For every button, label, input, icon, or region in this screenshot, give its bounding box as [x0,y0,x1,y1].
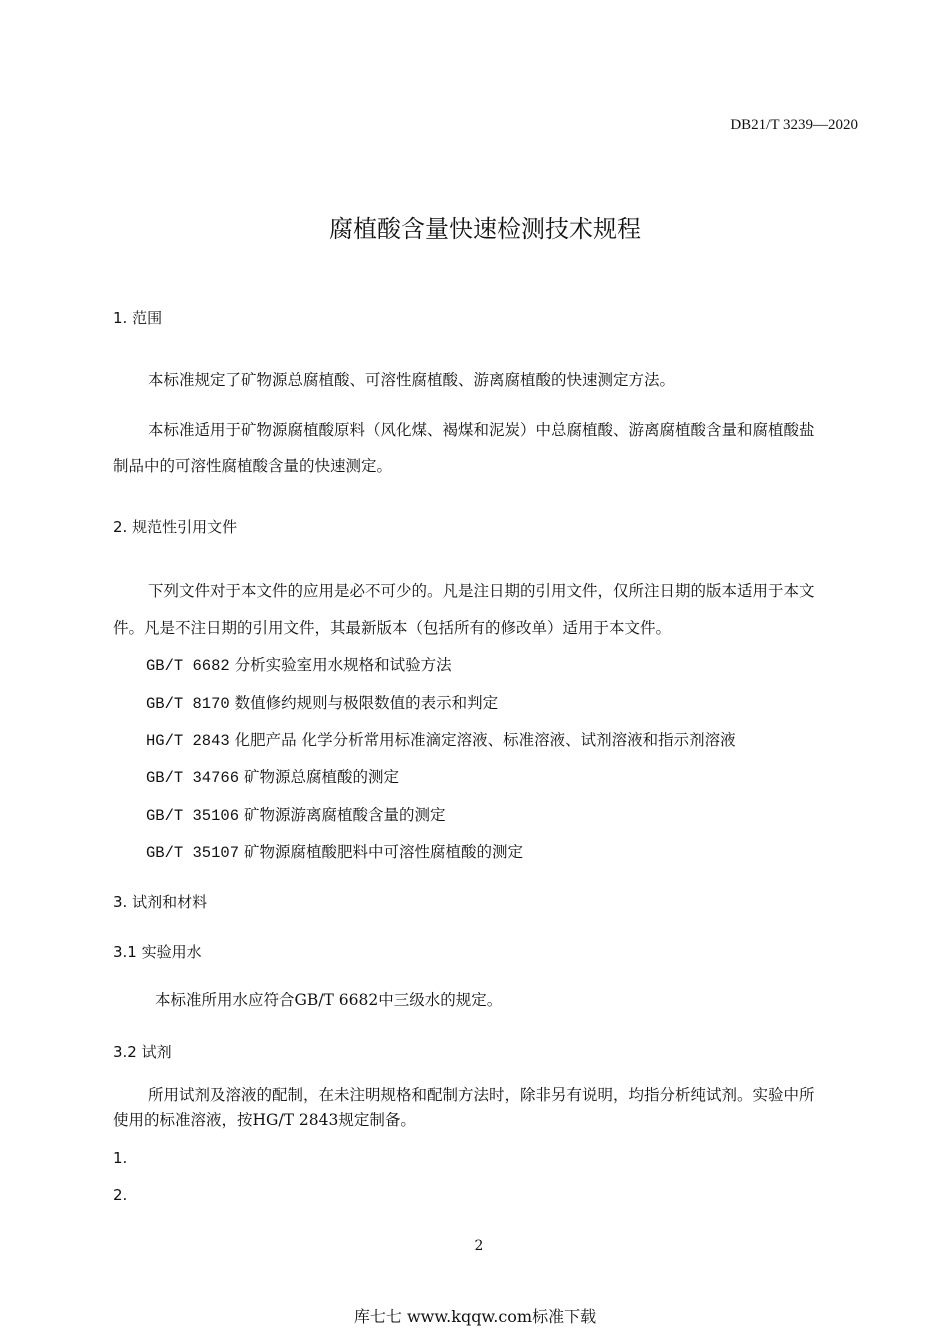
page-number: 2 [474,1238,484,1254]
reference-item [146,842,523,863]
list-item-1: 1. [113,1149,128,1167]
section-1-heading: 1. 范围 [113,309,163,327]
footer-watermark: 库七七 www.kqqw.com标准下载 [353,1307,597,1326]
section-2-heading: 2. 规范性引用文件 [113,518,238,536]
list-item-2: 2. [113,1186,128,1204]
paragraph: 制品中的可溶性腐植酸含量的快速测定。 [113,457,393,475]
paragraph: 本标准规定了矿物源总腐植酸、可溶性腐植酸、游离腐植酸的快速测定方法。 [148,371,676,389]
paragraph: 本标准所用水应符合GB/T 6682中三级水的规定。 [155,991,503,1009]
reference-item [146,767,399,788]
reference-name: 化肥产品 化学分析常用标准滴定溶液、标准溶液、试剂溶液和指示剂溶液 [234,731,736,749]
reference-item [146,655,452,676]
section-3-2-heading: 3.2 试剂 [113,1043,172,1061]
reference-name: 矿物源腐植酸肥料中可溶性腐植酸的测定 [243,843,523,861]
section-3-1-heading: 3.1 实验用水 [113,943,202,961]
reference-item [146,805,445,826]
standard-number: DB21/T 3239—2020 [730,117,858,133]
reference-code: GB/T 35107 [146,844,240,862]
reference-name: 矿物源游离腐植酸含量的测定 [243,806,446,824]
reference-code: GB/T 6682 [146,657,230,675]
paragraph: 所用试剂及溶液的配制，在未注明规格和配制方法时，除非另有说明，均指分析纯试剂。实验中所 [148,1086,815,1104]
reference-code: GB/T 8170 [146,695,230,713]
reference-name: 数值修约规则与极限数值的表示和判定 [234,694,499,712]
paragraph: 件。凡是不注日期的引用文件，其最新版本（包括所有的修改单）适用于本文件。 [113,619,672,637]
document-title: 腐植酸含量快速检测技术规程 [329,215,641,243]
reference-name: 分析实验室用水规格和试验方法 [234,656,452,674]
paragraph: 下列文件对于本文件的应用是必不可少的。凡是注日期的引用文件，仅所注日期的版本适用于本文 [148,582,815,600]
reference-name: 矿物源总腐植酸的测定 [243,768,399,786]
paragraph: 使用的标准溶液，按HG/T 2843规定制备。 [113,1111,416,1129]
paragraph: 本标准适用于矿物源腐植酸原料（风化煤、褐煤和泥炭）中总腐植酸、游离腐植酸含量和腐植酸盐 [148,421,815,439]
reference-code: HG/T 2843 [146,732,230,750]
reference-code: GB/T 34766 [146,769,240,787]
section-3-heading: 3. 试剂和材料 [113,893,208,911]
reference-item [146,730,736,751]
reference-code: GB/T 35106 [146,807,240,825]
reference-item [146,693,498,714]
